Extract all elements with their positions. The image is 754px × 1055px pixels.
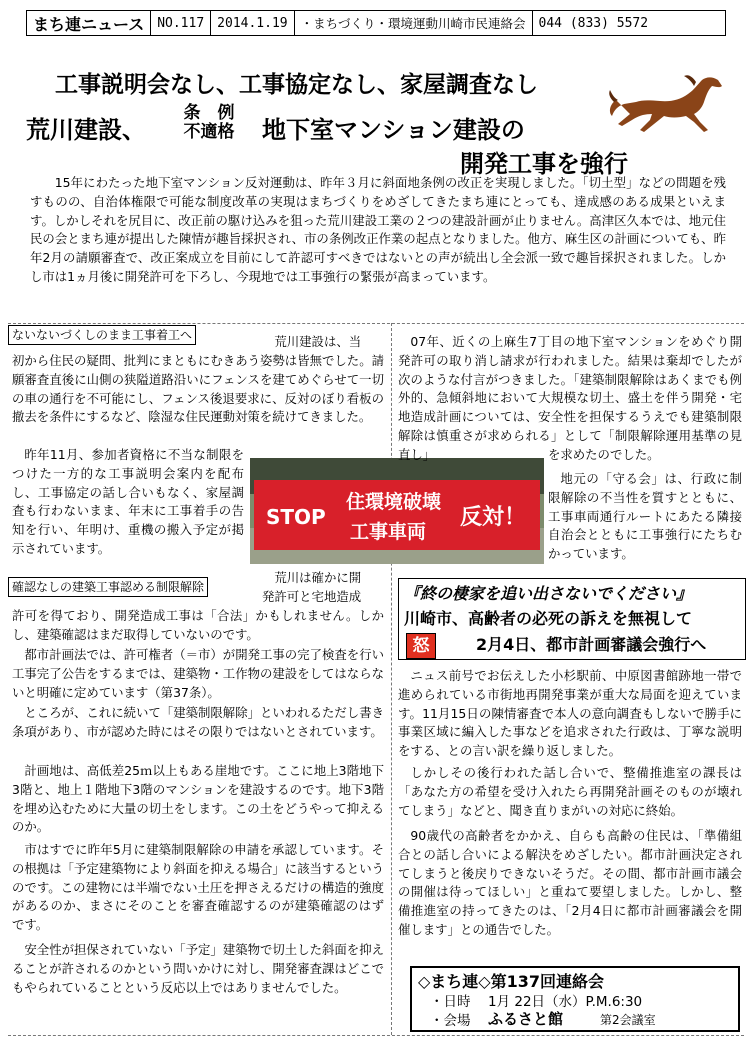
right2-p2: しかしその後行われた話し合いで、整備推進室の課長は「あなた方の希望を受け入れたら再開発計画そのものが壊れてしまう」などと、聞き直りまがいの対応に終始。 bbox=[398, 765, 742, 818]
right1-p1-end: を求めたのでした。 bbox=[548, 447, 660, 462]
section2-p2: 都市計画法では、許可権者（＝市）が開発工事の完了検査を行い工事完了公告をするまでは、建築物・工作物の建設をしてはならないと明確に定めています（第37条）。 bbox=[12, 647, 384, 700]
running-horse-icon bbox=[608, 60, 726, 136]
divider-bottom bbox=[8, 1035, 744, 1036]
section2-label: 確認なしの建築工事認める制限解除 bbox=[8, 577, 208, 597]
sign-opposition-text: 反対！ bbox=[460, 505, 527, 530]
section2-p1-a: 荒川は確かに開 bbox=[274, 570, 362, 585]
jorei-bottom: 不適格 bbox=[183, 122, 235, 142]
section2-p5: 市はすでに昨年5月に建築制限解除の申請を承認しています。その根拠は「予定建築物により斜面を抑える場合」に該当するというのです。この建物には半端でない土圧を押さえるだけの構造的強度があるのか、まさにそのことを審査確認するのが建築確認のはずです。 bbox=[12, 842, 384, 933]
section1-p1-a: 荒川建設は、当 bbox=[274, 334, 362, 349]
section2-p6: 安全性が担保されていない「予定」建築物で切土した斜面を抑えることが許されるのかという問いかけに対し、開発審査課はどこでもやられていることという反応以上ではありませんでした。 bbox=[12, 942, 384, 995]
section1-p1: 初から住民の疑問、批判にまともにむきあう姿勢は皆無でした。請願審査直後に山側の狭隘道路沿いにフェンスを建てめぐらせて一切の車の通行を不可能にし、フェンス後退要求に、反対のぼり看板の撤去を条件にするなど、陰湿な住民運動対策を続けてきました。 bbox=[12, 353, 384, 425]
organization-name: ・まちづくり・環境運動川崎市民連絡会 bbox=[295, 11, 533, 35]
protest-sign-photo bbox=[250, 458, 544, 564]
meeting-title: ◇まち連◇第137回連絡会 bbox=[418, 972, 605, 991]
headline-line2-a: 荒川建設、 bbox=[26, 116, 146, 144]
feature-subtitle: 川崎市、高齢者の必死の訴えを無視して bbox=[404, 609, 693, 628]
phone-number: 044 (833) 5572 bbox=[538, 15, 649, 31]
issue-number: NO.117 bbox=[151, 11, 211, 35]
meeting-place-label: ・会場 bbox=[430, 1013, 471, 1029]
anger-badge: 怒 bbox=[406, 633, 436, 659]
right2-p3: 90歳代の高齢者をかかえ、自らも高齢の住民は、「準備組合との話し合いによる解決をめざしたい。都市計画決定されてしまうと後戻りできないそうだ。その間、都市計画市議会の開催は待ってほしい」と重ねて要望しました。しかし、整備推進室の持ってきたのは、「2月4日に都市計画審議会を開催します」との通告でした。 bbox=[398, 828, 742, 937]
masthead bbox=[26, 10, 726, 36]
headline-line1: 工事説明会なし、工事協定なし、家屋調査なし bbox=[55, 72, 538, 98]
meeting-place-value: ふるさと館 bbox=[488, 1010, 564, 1028]
divider-column bbox=[391, 323, 392, 1035]
sign-line1-text: 住環境破壊 bbox=[346, 491, 442, 513]
right2-p1: ニュス前号でお伝えした小杉駅前、中原図書館跡地一帯で進められている市街地再開発事業が重大な局面を迎えています。11月15日の陳情審査で本人の意向調査もしないで勝手に事業区域に編入した事などを追求された行政は、丁寧な説明をする、との言い訳を繰り返しました。 bbox=[398, 668, 742, 759]
feature-title: 『終の棲家を追い出さないでください』 bbox=[404, 584, 693, 603]
section2-p4: 計画地は、高低差25ｍ以上もある崖地です。ここに地上3階地下3階と、地上１階地下3階のマンションを建設するのです。地下3階を埋め込むために大量の切土をします。この土をどうやって抑えるのか。 bbox=[12, 763, 384, 835]
section2-p1: 許可を得ており、開発造成工事は「合法」かもしれません。しかし、建築確認はまだ取得していないのです。 bbox=[12, 608, 384, 642]
feature-subtitle2: 2月4日、都市計画審議会強行へ bbox=[476, 635, 707, 654]
meeting-date-value: 1月 22日（水）P.M.6:30 bbox=[488, 994, 643, 1010]
section1-label: ないないづくしのまま工事着工へ bbox=[8, 325, 196, 345]
issue-date: 2014.1.19 bbox=[211, 11, 294, 35]
divider-top bbox=[8, 323, 744, 324]
section2-p3: ところが、これに続いて「建築制限解除」といわれるただし書き条項があり、市が認めた時にはその限りではないとされています。 bbox=[12, 705, 384, 739]
section2-p1-b: 発許可と宅地造成 bbox=[262, 589, 362, 604]
sign-stop-text: STOP bbox=[266, 505, 326, 529]
meeting-date-label: ・日時 bbox=[430, 994, 471, 1010]
right1-p2: 地元の「守る会」は、行政に制限解除の不当性を質すとともに、工事車両通行ルートにあたる隣接自治会とともに工事強行にたちむかっています。 bbox=[548, 471, 742, 562]
lead-paragraph: 15年にわたった地下室マンション反対運動は、昨年３月に斜面地条例の改正を実現しました。「切土型」などの問題を残すものの、自治体権限で可能な制度改革の実現はまちづくりをめざしてきたまち連にとっても、達成感のある成果といえます。しかしそれを尻目に、改正前の駆け込みを狙った荒川建設工業の２つの建設計画が止りません。高津区久本では、地元住民の会とまち連が提出した陳情が趣旨採択され、市の条例改正作業の起点となりました。他方、麻生区の計画についても、昨年2月の請願審査で、改正案成立を目前にして許認可すべきではないとの声が続出し全会派一致で趣旨採択されました。しかし市は1ヵ月後に開発許可を下ろし、今現地では工事強行の緊張が高まっています。 bbox=[30, 175, 726, 284]
newsletter-title: まち連ニュース bbox=[27, 11, 151, 35]
meeting-room: 第2会議室 bbox=[600, 1013, 656, 1027]
section1-p2: 昨年11月、参加者資格に不当な制限をつけた一方的な工事説明会案内を配布し、工事協定の話し合いもなく、家屋調査も行わないまま、年末に工事着手の告知を行い、年明け、重機の搬入予定が掲示されています。 bbox=[12, 447, 244, 556]
sign-line2-text: 工事車両 bbox=[350, 521, 427, 543]
jorei-stamp bbox=[166, 104, 252, 142]
headline-line3: 開発工事を強行 bbox=[460, 150, 628, 178]
jorei-top: 条 例 bbox=[183, 103, 235, 123]
headline-line2-b: 地下室マンション建設の bbox=[262, 116, 525, 144]
right1-p1: 07年、近くの上麻生7丁目の地下室マンションをめぐり開発許可の取り消し請求が行われました。結果は棄却でしたが次のような付言がつきました。「建築制限解除はあくまでも例外的、急傾斜地において大規模な切土、盛土を伴う開発・宅地造成計画については、安全性を担保するうえでも建築制限解除は慎重さが求められる」として「制限解除運用基準の見直し」 bbox=[398, 334, 742, 462]
